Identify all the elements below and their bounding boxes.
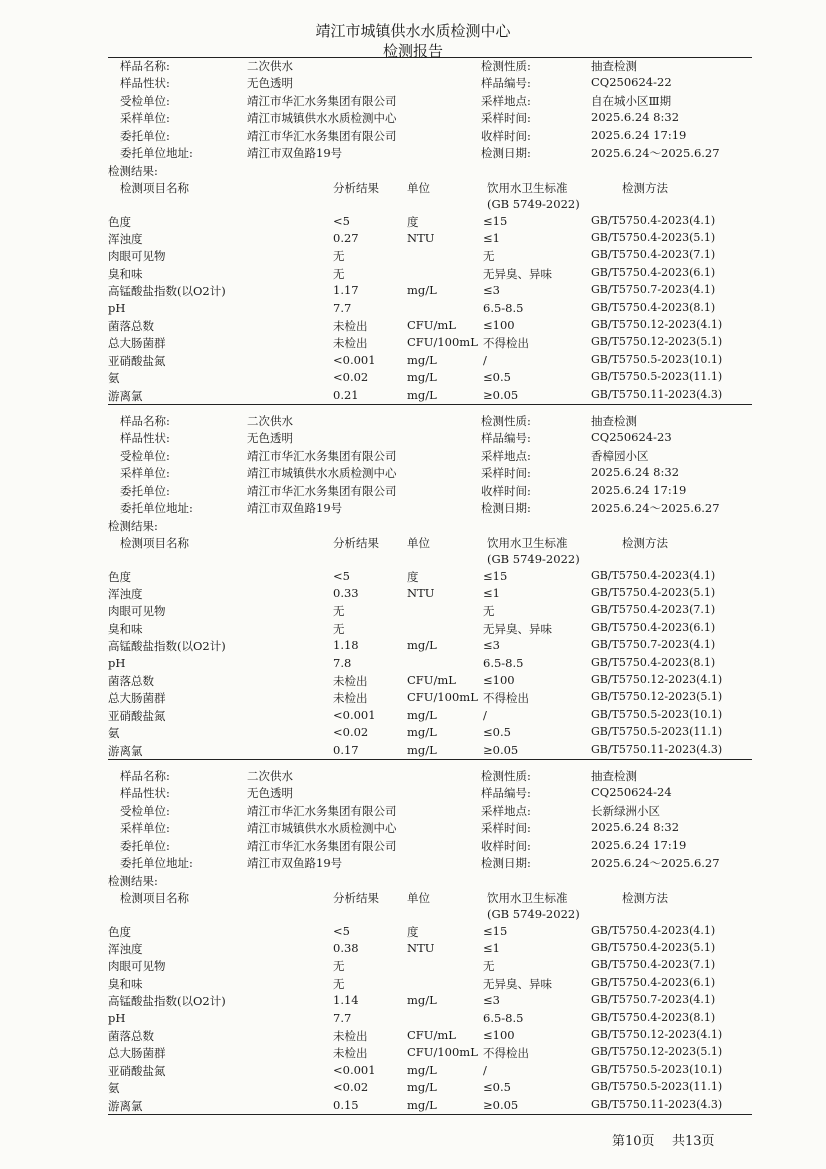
row-method: GB/T5750.12-2023(4.1) [591, 1028, 723, 1041]
row-item: 氨 [108, 1081, 120, 1095]
row-method: GB/T5750.4-2023(4.1) [591, 569, 716, 582]
row-result: <0.02 [333, 1080, 369, 1094]
field-label-sampling_site: 采样地点: [481, 94, 531, 108]
row-standard: / [483, 708, 487, 722]
row-method: GB/T5750.7-2023(4.1) [591, 283, 716, 296]
row-item: 亚硝酸盐氮 [108, 354, 166, 368]
row-standard: ≤0.5 [483, 725, 511, 739]
field-value-test_nature: 抽查检测 [591, 414, 637, 428]
row-result: <5 [333, 924, 350, 938]
row-unit: CFU/mL [407, 673, 456, 687]
field-label-sample_no: 样品编号: [481, 431, 531, 445]
row-item: 游离氯 [108, 1099, 143, 1113]
col-header-item: 检测项目名称 [120, 891, 189, 905]
row-item: 游离氯 [108, 389, 143, 403]
field-label-inspected_unit: 受检单位: [120, 804, 170, 818]
row-standard: ≤15 [483, 569, 508, 583]
field-value-sample_no: CQ250624-22 [591, 75, 672, 89]
row-method: GB/T5750.4-2023(4.1) [591, 214, 716, 227]
field-label-sampling_unit: 采样单位: [120, 466, 170, 480]
row-standard: ≤100 [483, 1028, 515, 1042]
row-item: 总大肠菌群 [108, 1046, 166, 1060]
row-standard: 不得检出 [483, 691, 529, 705]
field-value-test_date: 2025.6.24～2025.6.27 [591, 856, 720, 870]
field-label-test_nature: 检测性质: [481, 59, 531, 73]
row-unit: mg/L [407, 1063, 437, 1077]
field-label-sampling_site: 采样地点: [481, 804, 531, 818]
col-header-standard: 饮用水卫生标准 [487, 536, 568, 550]
row-unit: mg/L [407, 993, 437, 1007]
row-standard: ≥0.05 [483, 743, 519, 757]
col-header-standard: 饮用水卫生标准 [487, 891, 568, 905]
row-result: 无 [333, 977, 345, 991]
row-method: GB/T5750.4-2023(8.1) [591, 656, 716, 669]
row-standard: 不得检出 [483, 1046, 529, 1060]
field-label-receive_time: 收样时间: [481, 129, 531, 143]
row-result: <5 [333, 214, 350, 228]
row-result: <0.001 [333, 1063, 376, 1077]
row-method: GB/T5750.4-2023(7.1) [591, 603, 716, 616]
field-label-client_unit: 委托单位: [120, 839, 170, 853]
row-item: 臭和味 [108, 977, 143, 991]
row-method: GB/T5750.7-2023(4.1) [591, 993, 716, 1006]
field-label-test_nature: 检测性质: [481, 769, 531, 783]
field-label-inspected_unit: 受检单位: [120, 94, 170, 108]
row-item: 高锰酸盐指数(以O2计) [108, 994, 226, 1008]
row-result: 未检出 [333, 1046, 368, 1060]
field-label-client_address: 委托单位地址: [120, 501, 193, 515]
row-method: GB/T5750.12-2023(5.1) [591, 335, 723, 348]
field-value-client_unit: 靖江市华汇水务集团有限公司 [247, 129, 397, 143]
field-label-sample_nature: 样品性状: [120, 76, 170, 90]
row-unit: CFU/100mL [407, 335, 478, 349]
field-value-inspected_unit: 靖江市华汇水务集团有限公司 [247, 94, 397, 108]
row-result: 未检出 [333, 319, 368, 333]
field-label-client_unit: 委托单位: [120, 129, 170, 143]
row-result: 0.21 [333, 388, 359, 402]
row-method: GB/T5750.4-2023(6.1) [591, 976, 716, 989]
row-unit: mg/L [407, 725, 437, 739]
row-result: <0.001 [333, 708, 376, 722]
field-value-sample_no: CQ250624-23 [591, 430, 672, 444]
row-result: 1.18 [333, 638, 359, 652]
field-value-inspected_unit: 靖江市华汇水务集团有限公司 [247, 449, 397, 463]
row-standard: ≤100 [483, 318, 515, 332]
row-standard: 6.5-8.5 [483, 656, 524, 670]
row-result: 0.27 [333, 231, 359, 245]
col-header-result: 分析结果 [333, 536, 379, 550]
row-standard: ≤1 [483, 231, 500, 245]
row-item: 肉眼可见物 [108, 959, 166, 973]
row-method: GB/T5750.11-2023(4.3) [591, 388, 723, 401]
field-value-sampling_site: 长新绿洲小区 [591, 804, 660, 818]
field-label-receive_time: 收样时间: [481, 484, 531, 498]
row-result: <0.02 [333, 370, 369, 384]
field-label-sampling_site: 采样地点: [481, 449, 531, 463]
field-label-test_nature: 检测性质: [481, 414, 531, 428]
row-item: pH [108, 656, 126, 670]
field-value-test_nature: 抽查检测 [591, 769, 637, 783]
row-standard: ≤0.5 [483, 1080, 511, 1094]
row-result: 无 [333, 959, 345, 973]
row-standard: / [483, 1063, 487, 1077]
col-header-result: 分析结果 [333, 891, 379, 905]
row-item: 臭和味 [108, 267, 143, 281]
row-item: pH [108, 301, 126, 315]
field-value-receive_time: 2025.6.24 17:19 [591, 838, 687, 852]
row-item: 菌落总数 [108, 319, 154, 333]
row-item: 亚硝酸盐氮 [108, 1064, 166, 1078]
row-item: 肉眼可见物 [108, 604, 166, 618]
field-value-sampling_time: 2025.6.24 8:32 [591, 820, 680, 834]
row-method: GB/T5750.7-2023(4.1) [591, 638, 716, 651]
row-item: 亚硝酸盐氮 [108, 709, 166, 723]
field-value-receive_time: 2025.6.24 17:19 [591, 128, 687, 142]
field-value-sample_nature: 无色透明 [247, 76, 293, 90]
field-label-receive_time: 收样时间: [481, 839, 531, 853]
section-divider [108, 1114, 752, 1115]
row-result: 未检出 [333, 1029, 368, 1043]
row-method: GB/T5750.5-2023(11.1) [591, 725, 723, 738]
col-header-standard-sub: (GB 5749-2022) [487, 197, 580, 211]
row-standard: 无异臭、异味 [483, 267, 552, 281]
field-value-client_address: 靖江市双鱼路19号 [247, 146, 343, 160]
row-result: 无 [333, 604, 345, 618]
row-unit: CFU/100mL [407, 1045, 478, 1059]
row-standard: 不得检出 [483, 336, 529, 350]
field-label-sample_nature: 样品性状: [120, 431, 170, 445]
row-standard: ≤3 [483, 283, 500, 297]
field-label-sampling_time: 采样时间: [481, 111, 531, 125]
row-unit: mg/L [407, 1080, 437, 1094]
row-method: GB/T5750.4-2023(5.1) [591, 231, 716, 244]
field-label-client_address: 委托单位地址: [120, 856, 193, 870]
field-value-sample_name: 二次供水 [247, 59, 293, 73]
report-subtitle: 检测报告 [382, 42, 443, 60]
row-result: <0.001 [333, 353, 376, 367]
row-result: 0.17 [333, 743, 359, 757]
row-unit: CFU/mL [407, 1028, 456, 1042]
row-method: GB/T5750.12-2023(5.1) [591, 1045, 723, 1058]
row-method: GB/T5750.5-2023(10.1) [591, 1063, 723, 1076]
col-header-item: 检测项目名称 [120, 181, 189, 195]
row-method: GB/T5750.4-2023(7.1) [591, 248, 716, 261]
row-result: 无 [333, 267, 345, 281]
row-item: 肉眼可见物 [108, 249, 166, 263]
row-method: GB/T5750.5-2023(10.1) [591, 353, 723, 366]
field-label-sample_no: 样品编号: [481, 76, 531, 90]
row-standard: ≤15 [483, 214, 508, 228]
row-item: 游离氯 [108, 744, 143, 758]
row-standard: 6.5-8.5 [483, 1011, 524, 1025]
row-standard: ≤3 [483, 993, 500, 1007]
row-method: GB/T5750.4-2023(8.1) [591, 1011, 716, 1024]
row-item: 浑浊度 [108, 587, 143, 601]
field-value-sample_nature: 无色透明 [247, 786, 293, 800]
row-item: 色度 [108, 570, 131, 584]
field-label-test_date: 检测日期: [481, 146, 531, 160]
row-unit: 度 [407, 215, 419, 229]
field-label-sample_name: 样品名称: [120, 769, 170, 783]
row-result: 未检出 [333, 336, 368, 350]
row-unit: mg/L [407, 388, 437, 402]
field-value-client_address: 靖江市双鱼路19号 [247, 501, 343, 515]
field-value-client_address: 靖江市双鱼路19号 [247, 856, 343, 870]
row-item: 菌落总数 [108, 674, 154, 688]
row-standard: 无 [483, 959, 495, 973]
row-unit: CFU/mL [407, 318, 456, 332]
report-title: 靖江市城镇供水水质检测中心 [315, 22, 511, 40]
row-standard: 无 [483, 604, 495, 618]
field-label-client_address: 委托单位地址: [120, 146, 193, 160]
results-label: 检测结果: [108, 164, 158, 178]
field-value-receive_time: 2025.6.24 17:19 [591, 483, 687, 497]
title-divider [108, 57, 752, 58]
row-method: GB/T5750.12-2023(4.1) [591, 318, 723, 331]
row-method: GB/T5750.5-2023(11.1) [591, 1080, 723, 1093]
row-method: GB/T5750.4-2023(5.1) [591, 941, 716, 954]
row-standard: / [483, 353, 487, 367]
row-method: GB/T5750.11-2023(4.3) [591, 743, 723, 756]
field-value-sample_name: 二次供水 [247, 414, 293, 428]
field-value-sampling_unit: 靖江市城镇供水水质检测中心 [247, 466, 397, 480]
field-value-test_nature: 抽查检测 [591, 59, 637, 73]
row-result: 0.15 [333, 1098, 359, 1112]
row-item: 菌落总数 [108, 1029, 154, 1043]
row-item: 总大肠菌群 [108, 336, 166, 350]
row-method: GB/T5750.5-2023(11.1) [591, 370, 723, 383]
row-result: 0.38 [333, 941, 359, 955]
row-result: 7.7 [333, 301, 352, 315]
field-value-sampling_unit: 靖江市城镇供水水质检测中心 [247, 821, 397, 835]
row-standard: ≤100 [483, 673, 515, 687]
row-result: 未检出 [333, 691, 368, 705]
row-result: 无 [333, 622, 345, 636]
row-result: 1.14 [333, 993, 359, 1007]
row-result: 7.7 [333, 1011, 352, 1025]
row-unit: CFU/100mL [407, 690, 478, 704]
col-header-result: 分析结果 [333, 181, 379, 195]
row-standard: ≥0.05 [483, 1098, 519, 1112]
field-label-inspected_unit: 受检单位: [120, 449, 170, 463]
row-result: <5 [333, 569, 350, 583]
row-unit: mg/L [407, 708, 437, 722]
row-standard: ≤1 [483, 586, 500, 600]
row-method: GB/T5750.4-2023(8.1) [591, 301, 716, 314]
field-label-sample_name: 样品名称: [120, 414, 170, 428]
row-item: 色度 [108, 925, 131, 939]
field-label-sample_no: 样品编号: [481, 786, 531, 800]
row-result: 无 [333, 249, 345, 263]
field-label-sampling_unit: 采样单位: [120, 111, 170, 125]
row-result: 7.8 [333, 656, 352, 670]
row-unit: mg/L [407, 283, 437, 297]
row-method: GB/T5750.4-2023(7.1) [591, 958, 716, 971]
col-header-unit: 单位 [407, 891, 430, 905]
row-unit: mg/L [407, 370, 437, 384]
col-header-method: 检测方法 [622, 891, 668, 905]
section-divider [108, 404, 752, 405]
page-total: 共13页 [672, 1134, 715, 1149]
row-unit: mg/L [407, 743, 437, 757]
row-standard: 6.5-8.5 [483, 301, 524, 315]
col-header-standard-sub: (GB 5749-2022) [487, 552, 580, 566]
col-header-standard: 饮用水卫生标准 [487, 181, 568, 195]
row-item: 氨 [108, 726, 120, 740]
col-header-method: 检测方法 [622, 536, 668, 550]
row-unit: NTU [407, 941, 435, 955]
field-label-sampling_time: 采样时间: [481, 821, 531, 835]
row-unit: mg/L [407, 353, 437, 367]
col-header-standard-sub: (GB 5749-2022) [487, 907, 580, 921]
row-result: 0.33 [333, 586, 359, 600]
row-result: 1.17 [333, 283, 359, 297]
row-item: 臭和味 [108, 622, 143, 636]
row-unit: 度 [407, 925, 419, 939]
field-value-sample_nature: 无色透明 [247, 431, 293, 445]
field-label-test_date: 检测日期: [481, 856, 531, 870]
row-unit: 度 [407, 570, 419, 584]
results-label: 检测结果: [108, 519, 158, 533]
results-label: 检测结果: [108, 874, 158, 888]
row-item: pH [108, 1011, 126, 1025]
row-item: 高锰酸盐指数(以O2计) [108, 284, 226, 298]
field-value-test_date: 2025.6.24～2025.6.27 [591, 501, 720, 515]
field-label-test_date: 检测日期: [481, 501, 531, 515]
row-method: GB/T5750.11-2023(4.3) [591, 1098, 723, 1111]
row-standard: ≤3 [483, 638, 500, 652]
row-standard: ≤0.5 [483, 370, 511, 384]
row-method: GB/T5750.4-2023(6.1) [591, 621, 716, 634]
field-value-client_unit: 靖江市华汇水务集团有限公司 [247, 484, 397, 498]
field-value-sampling_site: 自在城小区Ⅲ期 [591, 94, 672, 108]
col-header-method: 检测方法 [622, 181, 668, 195]
section-divider [108, 759, 752, 760]
row-method: GB/T5750.12-2023(4.1) [591, 673, 723, 686]
row-method: GB/T5750.12-2023(5.1) [591, 690, 723, 703]
field-value-sampling_unit: 靖江市城镇供水水质检测中心 [247, 111, 397, 125]
field-label-sampling_unit: 采样单位: [120, 821, 170, 835]
row-standard: ≤1 [483, 941, 500, 955]
row-item: 浑浊度 [108, 232, 143, 246]
page-number: 第10页 [612, 1134, 655, 1149]
field-value-sampling_time: 2025.6.24 8:32 [591, 465, 680, 479]
row-standard: 无异臭、异味 [483, 977, 552, 991]
field-label-sample_name: 样品名称: [120, 59, 170, 73]
field-value-sampling_time: 2025.6.24 8:32 [591, 110, 680, 124]
field-label-sample_nature: 样品性状: [120, 786, 170, 800]
row-unit: mg/L [407, 1098, 437, 1112]
field-value-client_unit: 靖江市华汇水务集团有限公司 [247, 839, 397, 853]
field-value-sampling_site: 香樟园小区 [591, 449, 649, 463]
row-item: 浑浊度 [108, 942, 143, 956]
row-method: GB/T5750.5-2023(10.1) [591, 708, 723, 721]
row-result: <0.02 [333, 725, 369, 739]
row-standard: ≥0.05 [483, 388, 519, 402]
field-label-sampling_time: 采样时间: [481, 466, 531, 480]
row-item: 高锰酸盐指数(以O2计) [108, 639, 226, 653]
col-header-unit: 单位 [407, 181, 430, 195]
field-value-sample_name: 二次供水 [247, 769, 293, 783]
row-unit: NTU [407, 231, 435, 245]
row-unit: mg/L [407, 638, 437, 652]
row-item: 色度 [108, 215, 131, 229]
row-method: GB/T5750.4-2023(5.1) [591, 586, 716, 599]
col-header-item: 检测项目名称 [120, 536, 189, 550]
field-value-inspected_unit: 靖江市华汇水务集团有限公司 [247, 804, 397, 818]
row-item: 总大肠菌群 [108, 691, 166, 705]
row-unit: NTU [407, 586, 435, 600]
row-standard: ≤15 [483, 924, 508, 938]
row-method: GB/T5750.4-2023(4.1) [591, 924, 716, 937]
row-standard: 无异臭、异味 [483, 622, 552, 636]
row-method: GB/T5750.4-2023(6.1) [591, 266, 716, 279]
row-item: 氨 [108, 371, 120, 385]
row-standard: 无 [483, 249, 495, 263]
field-label-client_unit: 委托单位: [120, 484, 170, 498]
field-value-test_date: 2025.6.24～2025.6.27 [591, 146, 720, 160]
col-header-unit: 单位 [407, 536, 430, 550]
row-result: 未检出 [333, 674, 368, 688]
field-value-sample_no: CQ250624-24 [591, 785, 672, 799]
